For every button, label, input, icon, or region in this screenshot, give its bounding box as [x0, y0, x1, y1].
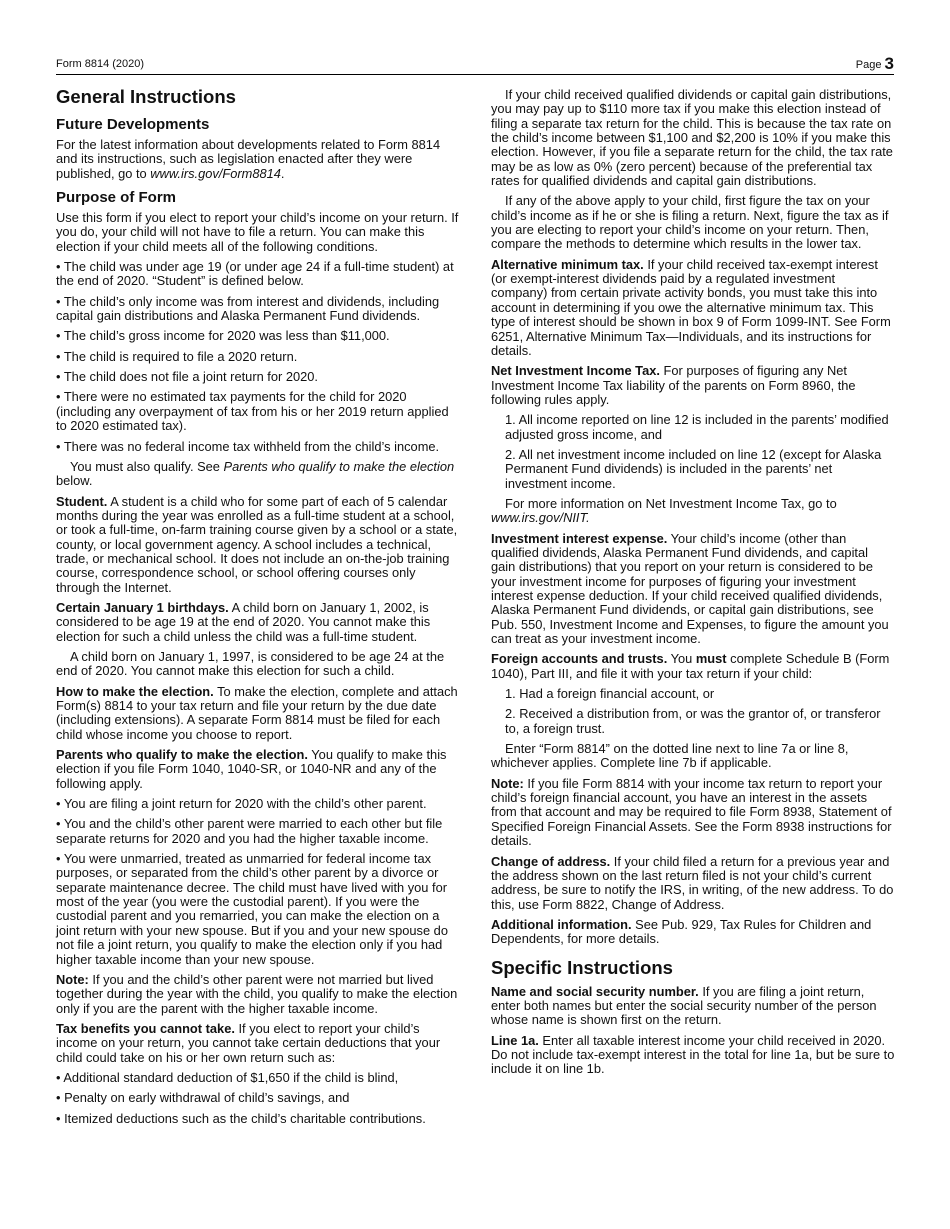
- parents-item: • You were unmarried, treated as unmarried for federal income tax purposes, or separated from the child’s other parent by a divorce or separate maintenance decree. The child must have lived with you for most of the year (you were the custodial parent). If you were the custodial parent and you remarried, you can make the election on a joint return with your new spouse. But if you and your new spouse do not file a joint return, you qualify to make the election only if you had higher taxable income than your new spouse.: [56, 851, 448, 967]
- line-1a-paragraph: Line 1a. Enter all taxable interest income your child received in 2020. Do not include tax-exempt interest in the total for line 1a, but be sure to include it on line 1b.: [491, 1032, 895, 1077]
- benefits-item: • Penalty on early withdrawal of child’s savings, and: [56, 1090, 350, 1106]
- change-of-address-paragraph: Change of address. If your child filed a return for a previous year and the address shown on the last return filed is not your child’s current address, be sure to notify the IRS, in writing, of the new address. To do this, use Form 8822, Change of Address.: [491, 853, 894, 912]
- foreign-enter-paragraph: Enter “Form 8814” on the dotted line next to line 7a or line 8, whichever applies. Complete line 7b if applicable.: [491, 741, 849, 771]
- page-number: 3: [884, 54, 894, 73]
- condition-item: • There was no federal income tax withheld from the child’s income.: [56, 438, 440, 454]
- condition-item: • The child’s only income was from interest and dividends, including capital gain distributions and Alaska Permanent Fund dividends.: [56, 293, 440, 324]
- page-label: Page: [855, 59, 882, 71]
- parents-qualify-paragraph: Parents who qualify to make the election. You qualify to make this election if you file Form 1040, 1040-SR, or 1040-NR and any of the following apply.: [56, 747, 447, 791]
- condition-item: • The child does not file a joint return for 2020.: [56, 369, 319, 385]
- foreign-accounts-paragraph: Foreign accounts and trusts. You must complete Schedule B (Form 1040), Part III, and file it with your tax return if your child:: [491, 651, 890, 681]
- condition-item: • The child’s gross income for 2020 was less than $11,000.: [56, 328, 390, 344]
- must-qualify-text: You must also qualify. See Parents who qualify to make the election below.: [56, 458, 455, 489]
- how-to-elect-paragraph: How to make the election. To make the election, complete and attach Form(s) 8814 to your tax return and file your return by the due date (including extensions). A separate Form 8814 must be filed for each child whose income you choose to report.: [56, 683, 458, 742]
- future-developments-heading: Future Developments: [56, 116, 210, 133]
- foreign-item: 1. Had a foreign financial account, or: [505, 686, 715, 702]
- amt-paragraph: Alternative minimum tax. If your child received tax-exempt interest (or exempt-interest dividends paid by a regulated investment company) from certain private activity bonds, you must take this into account in determining if you owe the alternative minimum tax. This type of interest should be shown in box 9 of Form 1099-INT. See Form 6251, Alternative Minimum Tax—Individuals, and its instructions for details.: [491, 256, 891, 358]
- left-column: [56, 86, 460, 1132]
- name-ssn-paragraph: Name and social security number. If you are filing a joint return, enter both names but enter the social security number of the person whose name is shown first on the return.: [491, 983, 877, 1028]
- student-paragraph: Student. A student is a child who for some part of each of 5 calendar months during the year was enrolled as a full-time student at a school, or took a full-time, on-farm training course given by a school or a state, county, or local government agency. A school includes a technical, trade, or mechanical school. It does not include an on-the-job training course, correspondence school, or school offering courses only through the Internet.: [56, 493, 458, 595]
- tax-benefits-paragraph: Tax benefits you cannot take. If you elect to report your child’s income on your return, you cannot take certain deductions that your child could take on his or her own return such as:: [56, 1020, 441, 1065]
- niit-more-paragraph: For more information on Net Investment Income Tax, go to www.irs.gov/NIIT.: [491, 495, 837, 526]
- note-paragraph: Note: If you and the child’s other parent were not married but lived together during the year with the child, you qualify to make the election only if you are the parent with the higher taxable income.: [56, 971, 458, 1016]
- niit-item: 1. All income reported on line 12 is included in the parents’ modified adjusted gross income, and: [505, 412, 889, 442]
- niit-item: 2. All net investment income included on line 12 (except for Alaska Permanent Fund dividends) is included in the parents’ net investment income.: [505, 446, 882, 491]
- niit-paragraph: Net Investment Income Tax. For purposes of figuring any Net Investment Income Tax liability of the parents on Form 8960, the following rules apply.: [491, 363, 856, 407]
- january-birthdays-paragraph: Certain January 1 birthdays. A child born on January 1, 2002, is considered to be age 19 at the end of 2020. You cannot make this election for such a child unless the child was a full-time student.: [56, 599, 431, 644]
- right-column: [491, 88, 895, 1083]
- parents-item: • You and the child’s other parent were married to each other but file separate returns for 2020 and you had the higher taxable income.: [56, 816, 443, 846]
- parents-item: • You are filing a joint return for 2020 with the child’s other parent.: [56, 796, 427, 812]
- benefits-item: • Itemized deductions such as the child’s charitable contributions.: [56, 1110, 426, 1126]
- investment-interest-paragraph: Investment interest expense. Your child’s income (other than qualified dividends, Alaska Permanent Fund dividends, and capital gain distributions) that you report on your return is considered to be your investment income for purposes of figuring your investment interest expense deduction. If your child received qualified dividends, Alaska Permanent Fund dividends, or capital gain distributions, see Pub. 550, Investment Income and Expenses, to figure the amount you can treat as your investment income.: [491, 530, 889, 647]
- note-8938-paragraph: Note: If you file Form 8814 with your income tax return to report your child’s foreign financial account, you have an interest in the assets from that account and may be required to file Form 8938, Statement of Specified Foreign Financial Assets. See the Form 8938 instructions for details.: [491, 775, 892, 849]
- purpose-text: Use this form if you elect to report your child’s income on your return. If you do, your child will not have to file a return. You can make this election if your child meets all of the following conditions.: [56, 210, 459, 254]
- general-instructions-heading: General Instructions: [56, 86, 236, 107]
- irs-form8814-link[interactable]: www.irs.gov/Form8814: [150, 165, 281, 181]
- compare-methods-paragraph: If any of the above apply to your child, first figure the tax on your child’s income as if he or she is filing a return. Next, figure the tax as if you are electing to report your child’s income on your return. Then, compare the methods to determine which results in the lower tax.: [491, 193, 889, 252]
- specific-instructions-heading: Specific Instructions: [491, 956, 673, 978]
- page-indicator: [856, 54, 894, 74]
- form-label: Form 8814 (2020): [56, 58, 145, 70]
- page-header: [56, 54, 894, 75]
- condition-item: • The child was under age 19 (or under age 24 if a full-time student) at the end of 2020. “Student” is defined below.: [56, 259, 454, 289]
- condition-item: • The child is required to file a 2020 return.: [56, 348, 298, 364]
- condition-item: • There were no estimated tax payments for the child for 2020 (including any overpayment of tax from his or her 2019 return applied to 2020 estimated tax).: [56, 389, 449, 434]
- purpose-heading: Purpose of Form: [56, 189, 177, 207]
- student-heading: Student.: [56, 493, 108, 509]
- january-birthdays-paragraph-2: A child born on January 1, 1997, is considered to be age 24 at the end of 2020. You cannot make this election for such a child.: [56, 648, 445, 679]
- future-developments-text: For the latest information about developments related to Form 8814 and its instructions, such as legislation enacted after they were published, go to www.irs.gov/Form8814.: [56, 137, 441, 181]
- irs-niit-link[interactable]: www.irs.gov/NIIT.: [491, 510, 590, 526]
- foreign-item: 2. Received a distribution from, or was the grantor of, or transferor to, a foreign trust.: [505, 706, 881, 736]
- benefits-item: • Additional standard deduction of $1,650 if the child is blind,: [56, 1069, 399, 1085]
- dividends-paragraph: If your child received qualified dividends or capital gain distributions, you may pay up to $110 more tax if you make this election instead of filing a separate tax return for the child. This is because the tax rate on the child’s income between $1,100 and $2,200 is 10% if you make this election. However, if you file a separate return for the child, the tax rate may be as low as 0% (zero percent) because of the preferential tax rates for qualified dividends and capital gain distributions.: [491, 87, 893, 189]
- additional-info-paragraph: Additional information. See Pub. 929, Tax Rules for Children and Dependents, for more details.: [491, 916, 872, 947]
